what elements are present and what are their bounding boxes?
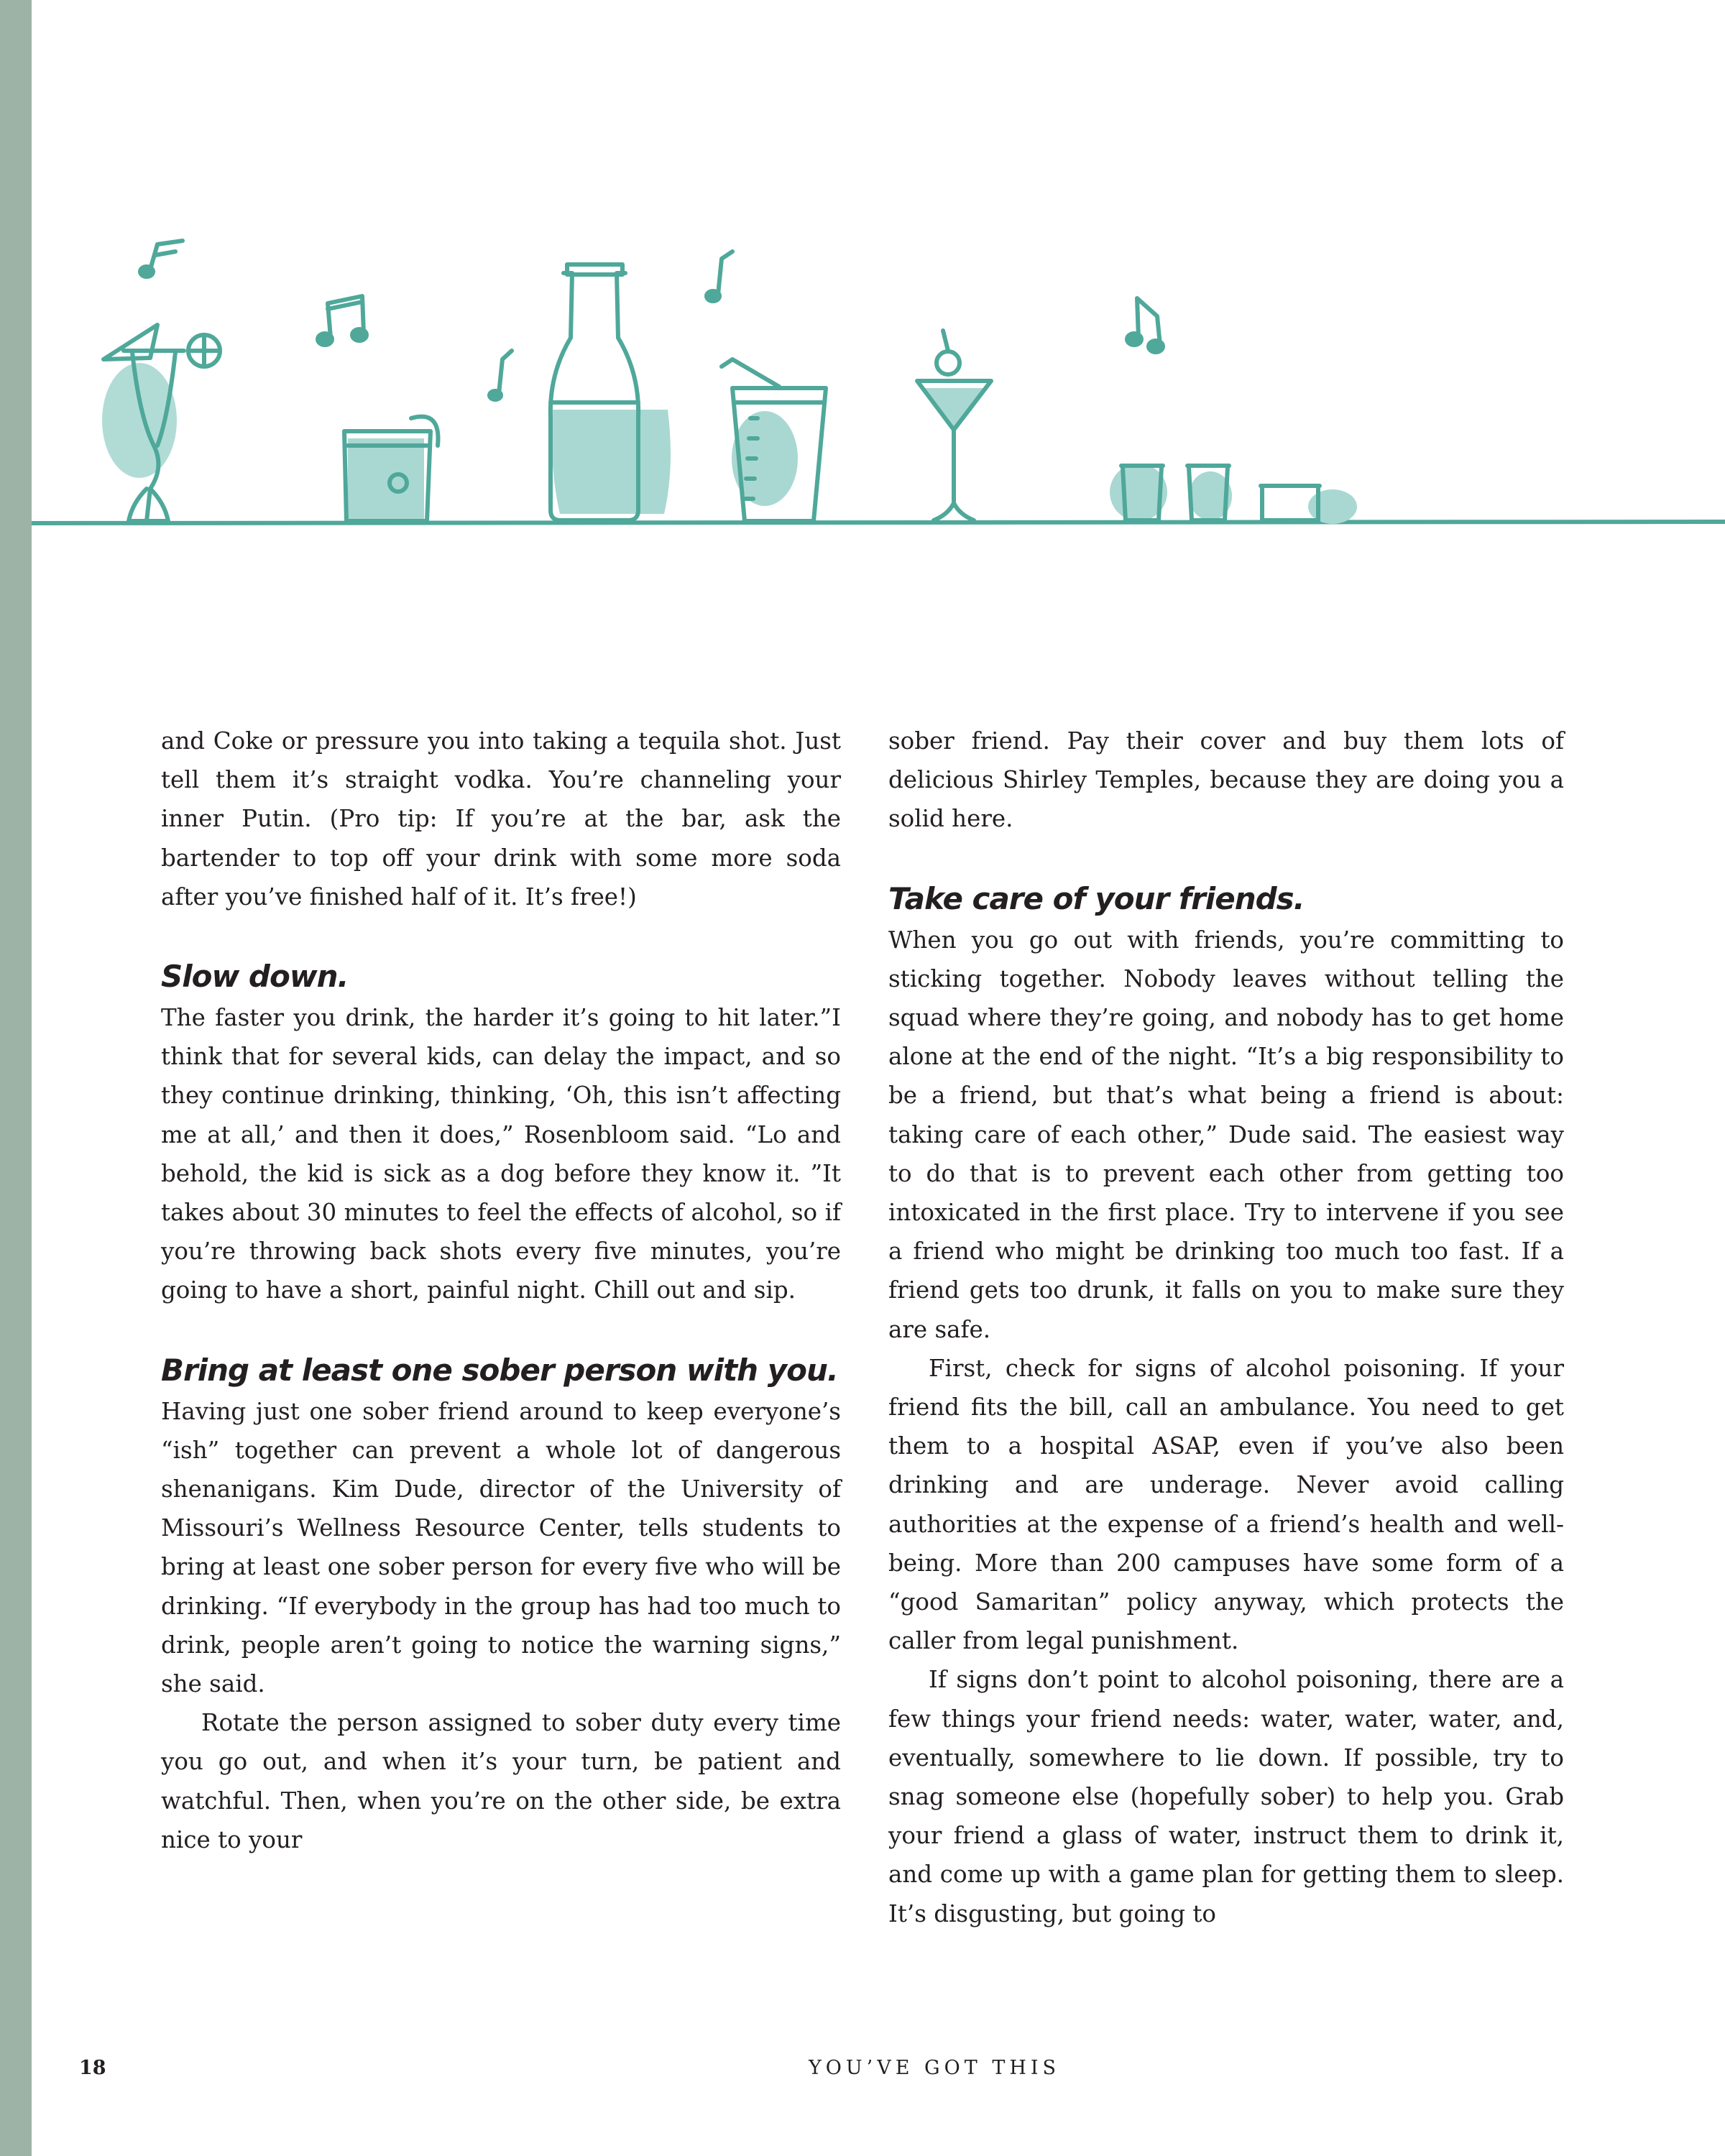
body-paragraph: and Coke or pressure you into taking a tequila shot. Just tell them it’s straight vodka. You’re channeling your inner Putin. (Pro tip: If you’re at the bar, ask the bartender to top off your drink with some more soda after you’ve finished half of it. It’s free!) <box>161 727 841 911</box>
drinks-illustration <box>32 230 1725 561</box>
cup-with-straw-icon <box>722 359 826 521</box>
body-paragraph: The faster you drink, the harder it’s going to hit later.”I think that for several kids, can delay the impact, and so they continue drinking, thinking, ‘Oh, this isn’t affecting me at all,’ and then it does,” Rosenbloom said. “Lo and behold, the kid is sick as a dog before they know it. ”It takes about 30 minutes to feel the effects of alcohol, so if you’re throwing back shots every five minutes, you’re going to have a short, painful night. Chill out and sip. <box>161 1004 841 1304</box>
music-note-icon <box>318 296 367 345</box>
body-paragraph: Rotate the person assigned to sober duty every time you go out, and when it’s your turn, be patient and watchful. Then, when you’re on the other side, be extra nice to your <box>161 1709 841 1853</box>
page-number: 18 <box>79 2057 106 2079</box>
music-note-icon <box>707 252 732 301</box>
left-column <box>161 722 841 1859</box>
body-paragraph: If signs don’t point to alcohol poisoning, there are a few things your friend needs: water, water, water, and, eventually, somewhere to lie down. If possible, try to snag someone else (hopefully sober) to help you. Grab your friend a glass of water, instruct them to drink it, and come up with a game plan for getting them to sleep. It’s disgusting, but going to <box>888 1666 1564 1927</box>
section-heading-slow-down: Slow down. <box>161 959 349 995</box>
body-paragraph: Having just one sober friend around to keep everyone’s “ish” together can prevent a whole lot of dangerous shenanigans. Kim Dude, director of the University of Missouri’s Wellness Resource Center, tells students to bring at least one sober person for every five who will be drinking. “If everybody in the group has had too much to drink, people aren’t going to notice the warning signs,” she said. <box>161 1397 841 1698</box>
section-heading-take-care: Take care of your friends. <box>888 880 1305 916</box>
body-paragraph: First, check for signs of alcohol poisoning. If your friend fits the bill, call an ambulance. You need to get them to a hospital ASAP, even if you’ve also been drinking and are underage. Never avoid calling authorities at the expense of a friend’s health and well-being. More than 200 campuses have some form of a “good Samaritan” policy anyway, which protects the caller from legal punishment. <box>888 1354 1564 1655</box>
rocks-glass-icon <box>344 417 438 521</box>
section-heading-sober-person: Bring at least one sober person with you. <box>161 1352 838 1388</box>
running-footer-title: YOU’VE GOT THIS <box>808 2057 1061 2079</box>
hurricane-glass-icon <box>102 325 220 521</box>
side-color-bar <box>0 0 32 2156</box>
right-column <box>888 722 1564 1933</box>
body-paragraph: sober friend. Pay their cover and buy them lots of delicious Shirley Temples, because they are doing you a solid here. <box>888 727 1564 833</box>
shot-glass-icon <box>1110 464 1167 521</box>
music-note-icon <box>140 241 183 277</box>
music-note-icon <box>1127 298 1163 352</box>
shot-glass-icon <box>1187 466 1232 520</box>
body-paragraph: When you go out with friends, you’re committing to sticking together. Nobody leaves without telling the squad where they’re going, and nobody has to get home alone at the end of the night. “It’s a big responsibility to be a friend, but that’s what being a friend is about: taking care of each other,” Dude said. The easiest way to do that is to prevent each other from getting too intoxicated in the first place. Try to intervene if you see a friend who might be drinking too much too fast. If a friend gets too drunk, it falls on you to make sure they are safe. <box>888 926 1564 1343</box>
music-note-icon <box>489 351 512 400</box>
tipped-shot-glass-icon <box>1261 486 1357 524</box>
martini-glass-icon <box>917 331 991 520</box>
bottle-icon <box>551 264 671 520</box>
shelf-line <box>32 522 1725 523</box>
